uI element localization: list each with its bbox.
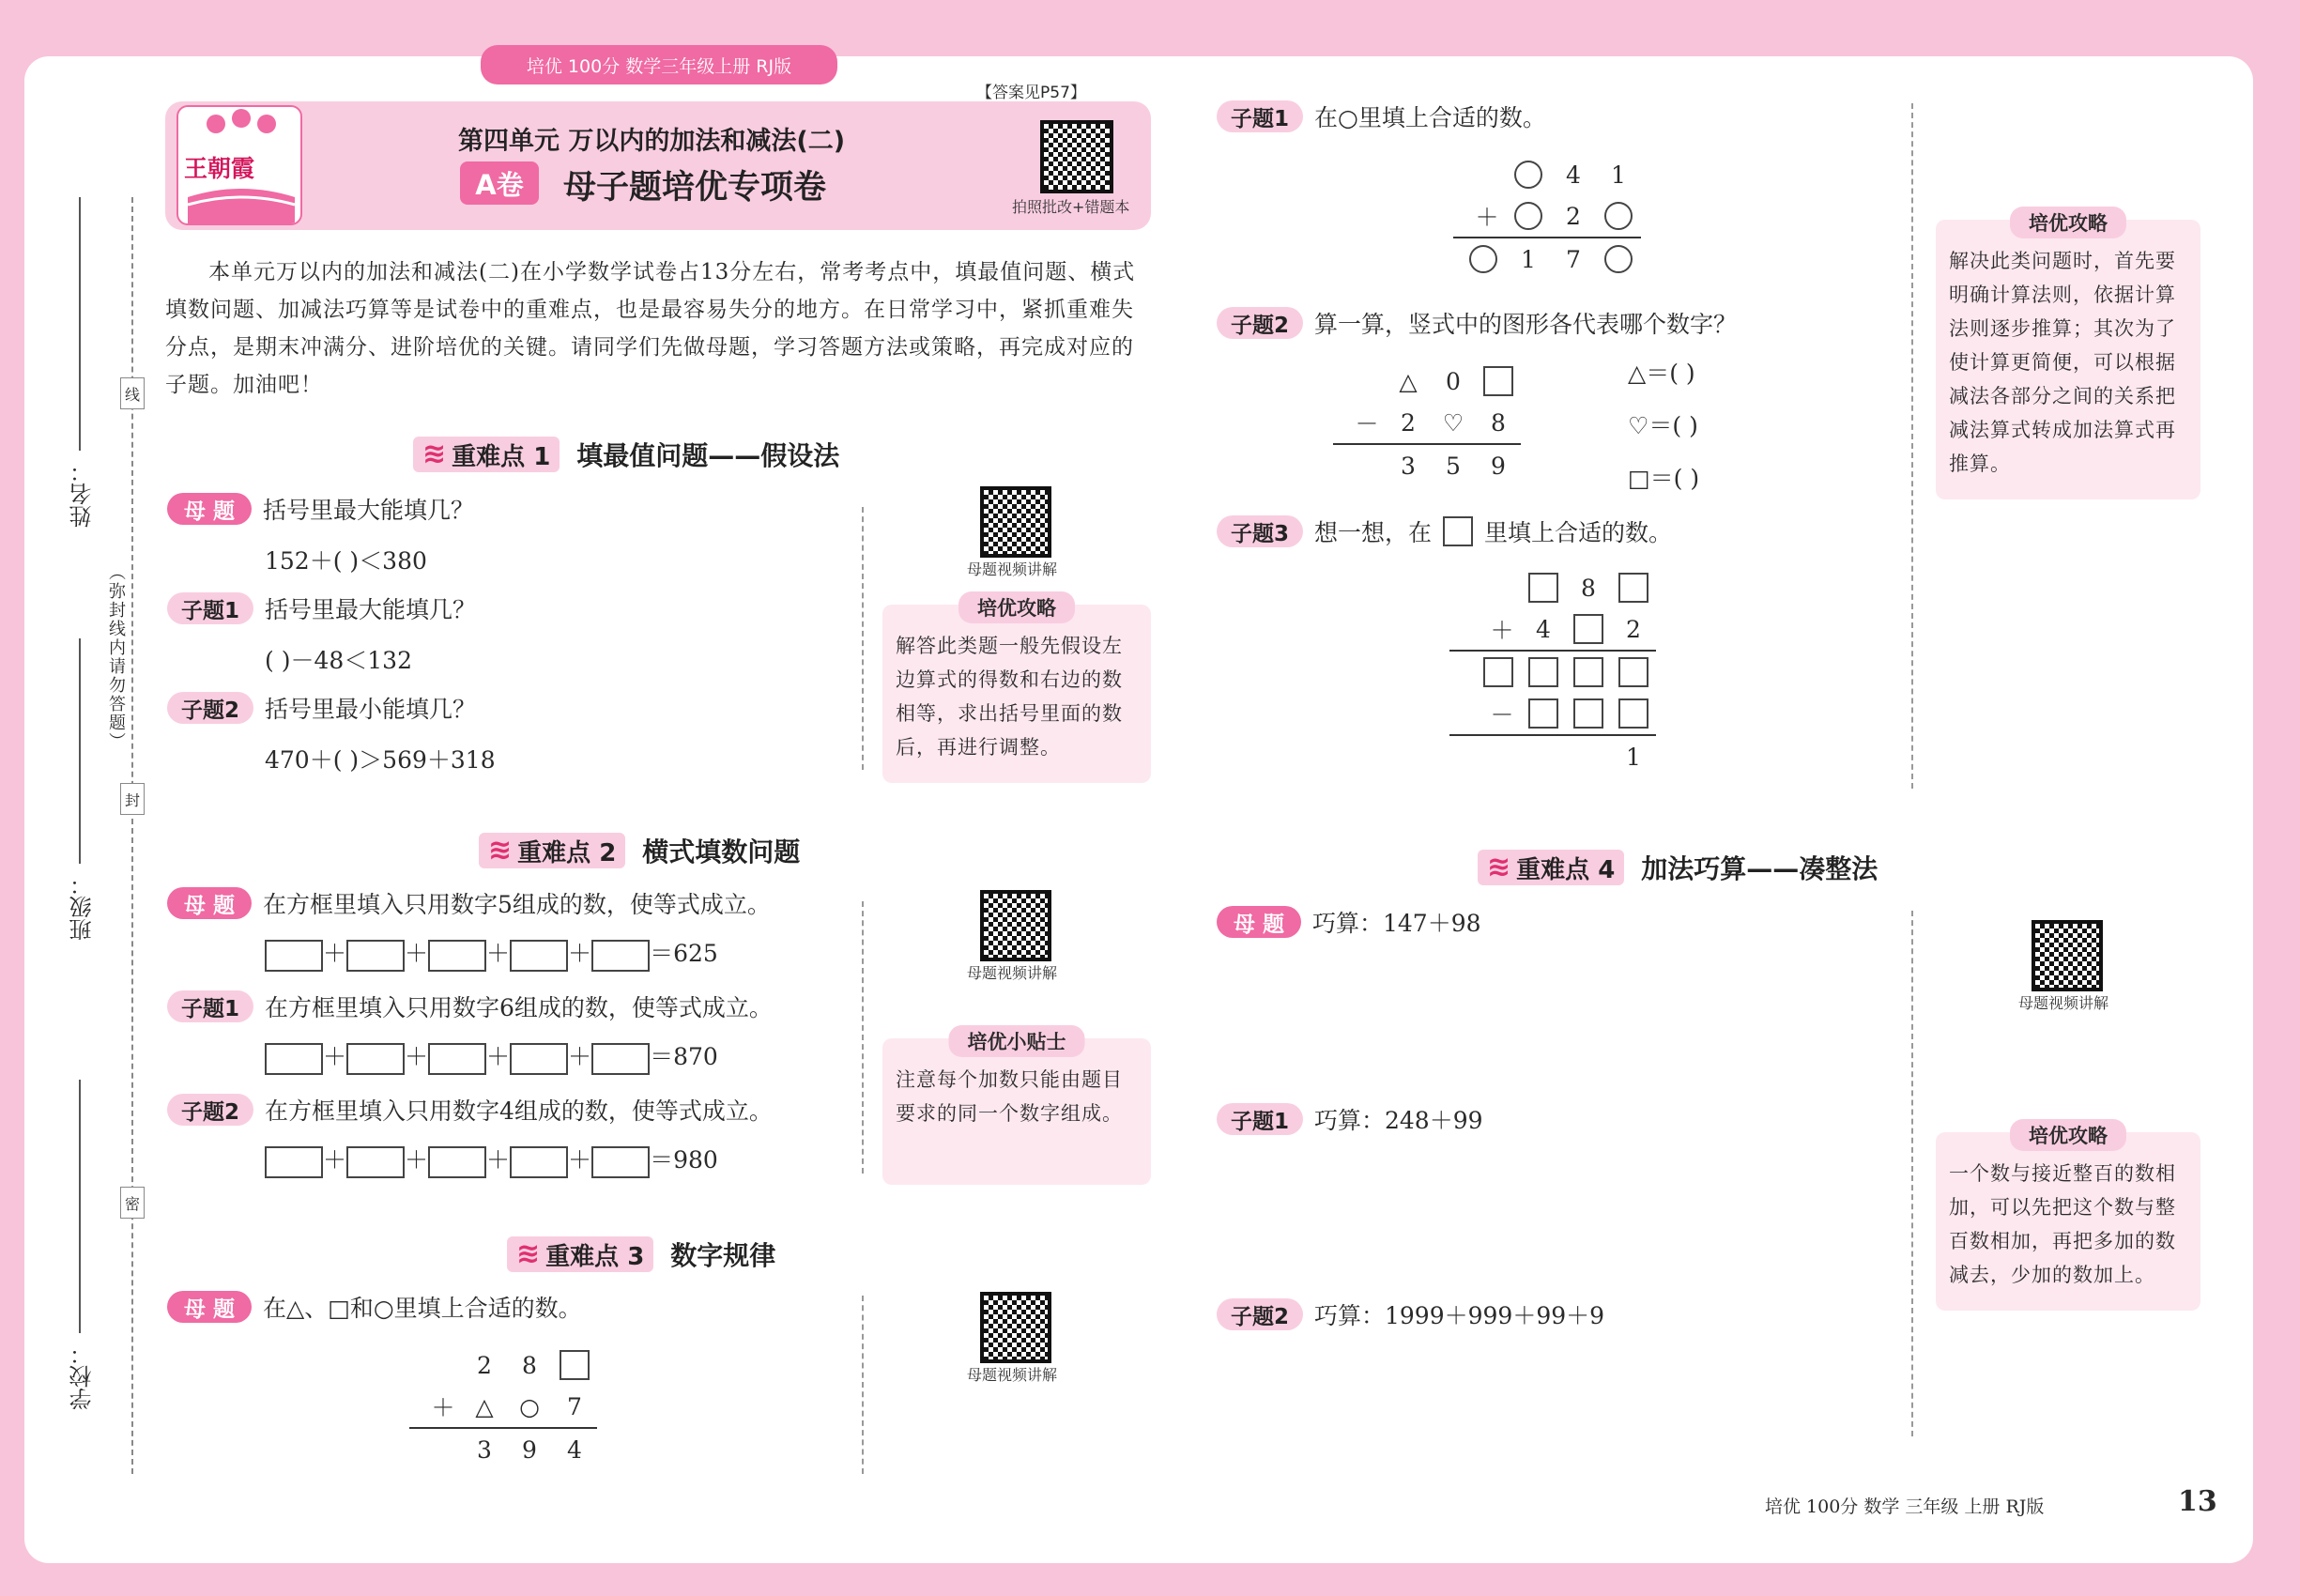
digit: 3: [477, 1435, 492, 1464]
class-field[interactable]: [79, 638, 81, 864]
circle-blank[interactable]: [1514, 161, 1542, 189]
mother-label: 母 题: [167, 493, 252, 525]
square-blank[interactable]: [1483, 657, 1513, 687]
sec1-child2-expr[interactable]: 470＋( )＞569＋318: [265, 746, 496, 774]
intro-paragraph: 本单元万以内的加法和减法(二)在小学数学试卷占13分左右，常考考点中，填最值问题、横式填数问题、加减法巧算等是试卷中的重难点，也是最容易失分的地方。在日常学习中，紧抓重难失分点，是期末冲满分、进阶培优的关键。请同学们先做母题，学习答题方法或策略，再完成对应的子题。加油吧！: [165, 260, 1136, 397]
digit: 1: [1521, 245, 1536, 273]
child1-label: 子题1: [1217, 1103, 1303, 1135]
child1-label: 子题1: [167, 592, 253, 624]
answer-box[interactable]: [346, 1043, 405, 1075]
square-blank[interactable]: [1528, 573, 1558, 603]
page-number: 13: [2178, 1485, 2217, 1518]
logo-text: 王朝霞: [184, 155, 255, 182]
qr-code-icon[interactable]: [1040, 120, 1113, 193]
section-3-header: [507, 1235, 775, 1273]
plus-sign: ＋: [405, 1043, 429, 1070]
sec1-mother-expr[interactable]: 152＋( )＜380: [265, 547, 427, 575]
plus-sign: ＋: [405, 940, 429, 967]
plus-sign: ＋: [323, 940, 347, 967]
answer-box[interactable]: [346, 1146, 405, 1178]
sec2-child1-question: [167, 990, 773, 1023]
plus-sign: ＋: [486, 1146, 511, 1174]
sec1-mother-question: [167, 492, 474, 526]
tip-heading: 培优小贴士: [949, 1025, 1085, 1057]
digit: 4: [1536, 615, 1551, 643]
tip-box: [882, 1031, 1151, 1185]
tip-box: [1936, 1125, 2200, 1311]
qr-code-icon[interactable]: [2032, 920, 2103, 991]
tip-body: 解决此类问题时，首先要明确计算法则，依据计算法则逐步推算；其次为了使计算更简便，可以根据减法各部分之间的关系把减法算式转成加法算式再推算。: [1949, 250, 2176, 475]
answer-box[interactable]: [510, 1043, 568, 1075]
answer-box[interactable]: [591, 940, 650, 972]
sec4-mother-question: [1217, 905, 1481, 939]
qr-code-icon[interactable]: [980, 1292, 1051, 1363]
result: ＝980: [650, 1146, 718, 1174]
triangle-answer[interactable]: △＝( ): [1628, 360, 1695, 387]
qr-code-icon[interactable]: [980, 890, 1051, 961]
digit: 4: [567, 1435, 582, 1464]
digit: 9: [1491, 452, 1506, 480]
square-blank[interactable]: [1528, 657, 1558, 687]
tip-box: [1936, 212, 2200, 499]
circle-blank[interactable]: [1469, 245, 1497, 273]
square-answer[interactable]: □＝( ): [1628, 465, 1700, 492]
square-blank[interactable]: [1618, 657, 1648, 687]
digit: 5: [1446, 452, 1461, 480]
sec3-child1-question: [1217, 100, 1546, 133]
divider: [1911, 103, 1913, 789]
heart-shape: ♡: [1442, 408, 1464, 437]
seal-notice: （弥封线内请勿答题）: [106, 563, 126, 751]
paper-title: 母子题培优专项卷: [563, 169, 827, 207]
sec4-mother-text: 巧算：147＋98: [1312, 910, 1481, 937]
circle-blank[interactable]: ○: [519, 1392, 540, 1420]
sec2-child2-boxes: [265, 1142, 718, 1178]
digit: 9: [522, 1435, 537, 1464]
wave-icon: ≋: [516, 1237, 541, 1270]
sec2-child2-question: [167, 1093, 773, 1127]
section-1-badge: [413, 437, 560, 472]
digit: 1: [1611, 161, 1626, 189]
school-field[interactable]: [79, 1080, 81, 1333]
sec4-child1-text: 巧算：248＋99: [1314, 1107, 1483, 1134]
sec3-child3-vertical: [1449, 567, 1656, 777]
operator: －: [1490, 701, 1514, 729]
sec2-child2-text: 在方框里填入只用数字4组成的数，使等式成立。: [265, 1097, 773, 1125]
section-4-title: 加法巧算——凑整法: [1641, 853, 1878, 884]
child3-label: 子题3: [1217, 515, 1303, 547]
tip-body: 解答此类题一般先假设左边算式的得数和右边的数相等，求出括号里面的数后，再进行调整。: [896, 635, 1123, 759]
operator: －: [1355, 410, 1379, 437]
section-4-header: [1478, 849, 1878, 886]
video-caption: 母题视频讲解: [967, 560, 1058, 578]
sec2-mother-boxes: [265, 935, 718, 972]
plus-sign: ＋: [323, 1146, 347, 1174]
section-1-title: 填最值问题——假设法: [576, 440, 840, 471]
divider: [862, 1296, 864, 1474]
circle-blank[interactable]: [1604, 202, 1633, 230]
square-blank[interactable]: [1573, 614, 1603, 644]
square-icon: [1443, 516, 1473, 546]
square-blank[interactable]: [1573, 657, 1603, 687]
digit: 8: [1491, 408, 1506, 437]
result: ＝625: [650, 940, 718, 967]
tip-box: [882, 597, 1151, 783]
section-4-badge: [1478, 850, 1624, 885]
answer-reference: 【答案见P57】: [976, 84, 1086, 102]
answer-box[interactable]: [428, 1146, 486, 1178]
sec3-child2-text: 算一算，竖式中的图形各代表哪个数字？: [1314, 311, 1738, 338]
section-3-badge-text: 重难点 3: [545, 1242, 645, 1271]
wave-icon: ≋: [1487, 851, 1511, 883]
school-label: 学校：: [69, 1343, 96, 1410]
sec1-child2-text: 括号里最小能填几？: [265, 696, 477, 723]
digit: 7: [1566, 245, 1581, 273]
child2-label: 子题2: [167, 1094, 253, 1126]
divider: [862, 507, 864, 770]
sec1-child1-expr[interactable]: ( )－48＜132: [265, 647, 412, 674]
name-label: 姓名：: [69, 460, 96, 528]
tip-body: 注意每个加数只能由题目要求的同一个数字组成。: [896, 1068, 1123, 1125]
tip-heading: 培优攻略: [958, 591, 1075, 623]
circle-blank[interactable]: [1514, 202, 1542, 230]
child1-label: 子题1: [167, 990, 253, 1022]
unit-title: 第四单元 万以内的加法和减法(二): [458, 127, 846, 156]
answer-box[interactable]: [510, 940, 568, 972]
sec4-child2-question: [1217, 1297, 1604, 1331]
sec4-child2-text: 巧算：1999＋999＋99＋9: [1314, 1302, 1605, 1329]
mother-label: 母 题: [167, 1291, 252, 1323]
plus-sign: ＋: [486, 1043, 511, 1070]
section-1-header: [413, 436, 839, 473]
sec1-child2-question: [167, 691, 476, 725]
child2-label: 子题2: [1217, 307, 1303, 339]
tip-heading: 培优攻略: [2010, 207, 2126, 238]
section-3-badge: [507, 1236, 653, 1272]
xian-tag: 线: [120, 377, 145, 409]
result: ＝870: [650, 1043, 718, 1070]
square-blank[interactable]: [560, 1350, 590, 1380]
digit: 4: [1566, 161, 1581, 189]
square-blank[interactable]: [1528, 698, 1558, 729]
child2-label: 子题2: [167, 692, 253, 724]
video-caption: 母题视频讲解: [967, 964, 1058, 982]
sec1-mother-text: 括号里最大能填几？: [263, 497, 475, 524]
plus-sign: ＋: [486, 940, 511, 967]
feng-tag: 封: [120, 783, 145, 815]
answer-box[interactable]: [265, 940, 323, 972]
digit: 0: [1446, 367, 1461, 395]
section-2-header: [479, 832, 800, 869]
video-caption: 母题视频讲解: [967, 1366, 1058, 1384]
square-blank[interactable]: [1618, 698, 1648, 729]
tip-body: 一个数与接近整百的数相加，可以先把这个数与整百数相加，再把多加的数减去，少加的数加上。: [1949, 1162, 2176, 1286]
heart-answer[interactable]: ♡＝( ): [1628, 412, 1698, 439]
operator: ＋: [1475, 204, 1499, 231]
plus-sign: ＋: [323, 1043, 347, 1070]
section-3-title: 数字规律: [670, 1240, 776, 1271]
sec2-child1-text: 在方框里填入只用数字6组成的数，使等式成立。: [265, 994, 773, 1021]
plus-sign: ＋: [568, 940, 592, 967]
book-tab: 培优 100分 数学三年级上册 RJ版: [481, 45, 837, 84]
wave-icon: ≋: [488, 834, 513, 867]
answer-box[interactable]: [346, 940, 405, 972]
plus-sign: ＋: [568, 1146, 592, 1174]
section-2-title: 横式填数问题: [642, 836, 801, 867]
divider: [1911, 911, 1913, 1436]
digit: 2: [1401, 408, 1416, 437]
class-label: 班级：: [69, 873, 96, 941]
answer-box[interactable]: [591, 1043, 650, 1075]
answer-box[interactable]: [510, 1146, 568, 1178]
footer-meta: 培优 100分 数学 三年级 上册 RJ版: [1765, 1496, 2045, 1517]
paper-badge: A卷: [460, 161, 539, 205]
sec3-mother-text: 在△、□和○里填上合适的数。: [263, 1295, 582, 1322]
sec4-child1-question: [1217, 1102, 1483, 1136]
mi-tag: 密: [120, 1187, 145, 1219]
circle-blank[interactable]: [1604, 245, 1633, 273]
sec3-child1-vertical: [1453, 154, 1641, 280]
sec3-mother-vertical: [409, 1344, 597, 1470]
plus-sign: ＋: [568, 1043, 592, 1070]
answer-box[interactable]: [591, 1146, 650, 1178]
section-4-badge-text: 重难点 4: [1516, 855, 1616, 884]
digit: 2: [1626, 615, 1641, 643]
digit: 3: [1401, 452, 1416, 480]
sec3-child3-text-b: 里填上合适的数。: [1484, 519, 1673, 546]
sec3-child3-question: [1217, 514, 1672, 548]
answer-box[interactable]: [428, 1043, 486, 1075]
wave-icon: ≋: [422, 437, 447, 470]
answer-box[interactable]: [265, 1043, 323, 1075]
answer-box[interactable]: [428, 940, 486, 972]
section-2-badge: [479, 833, 625, 868]
sec3-child3-text-a: 想一想，在: [1314, 519, 1433, 546]
plus-sign: ＋: [405, 1146, 429, 1174]
sec3-child2-vertical: [1333, 361, 1521, 486]
triangle-blank[interactable]: △: [475, 1392, 494, 1420]
operator: ＋: [1490, 617, 1514, 644]
sec2-mother-question: [167, 886, 771, 920]
section-2-badge-text: 重难点 2: [517, 838, 617, 867]
square-shape: [1483, 366, 1513, 396]
digit: 1: [1626, 743, 1641, 771]
mother-label: 母 题: [1217, 906, 1301, 938]
sec1-child1-text: 括号里最大能填几？: [265, 596, 477, 623]
sec2-child1-boxes: [265, 1038, 718, 1075]
operator: ＋: [431, 1394, 455, 1421]
name-field[interactable]: [79, 197, 81, 451]
digit: 2: [477, 1351, 492, 1379]
section-1-badge-text: 重难点 1: [452, 442, 551, 471]
sec3-mother-question: [167, 1290, 582, 1324]
child2-label: 子题2: [1217, 1298, 1303, 1330]
sec3-child2-question: [1217, 306, 1737, 340]
square-blank[interactable]: [1618, 573, 1648, 603]
sec3-child1-text: 在○里填上合适的数。: [1314, 104, 1546, 131]
divider: [862, 901, 864, 1174]
child1-label: 子题1: [1217, 100, 1303, 132]
sec2-mother-text: 在方框里填入只用数字5组成的数，使等式成立。: [263, 891, 771, 918]
triangle-shape: △: [1399, 367, 1418, 395]
mother-label: 母 题: [167, 887, 252, 919]
tip-heading: 培优攻略: [2010, 1119, 2126, 1151]
qr-code-icon[interactable]: [980, 486, 1051, 558]
digit: 2: [1566, 202, 1581, 230]
sec1-child1-question: [167, 591, 476, 625]
digit: 7: [567, 1392, 582, 1420]
video-caption: 母题视频讲解: [2018, 994, 2109, 1012]
square-blank[interactable]: [1573, 698, 1603, 729]
digit: 8: [522, 1351, 537, 1379]
answer-box[interactable]: [265, 1146, 323, 1178]
digit: 8: [1581, 574, 1596, 602]
qr-caption: 拍照批改+错题本: [1012, 198, 1130, 216]
